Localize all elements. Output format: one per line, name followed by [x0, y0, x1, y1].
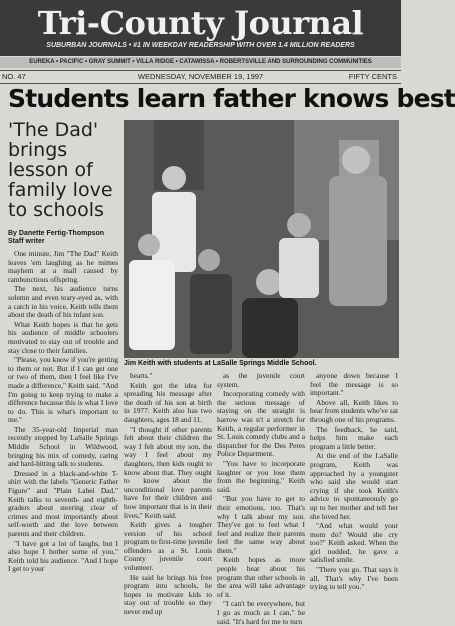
article-paragraph: Keith hopes as more people hear about his program that other schools in the area will take advantage of it.	[217, 555, 305, 599]
headline: Students learn father knows best	[8, 84, 455, 113]
article-paragraph: What Keith hopes is that he gets his audience of middle schoolers motivated to stay out of trouble and stay close to their families.	[8, 319, 118, 355]
article-paragraph: "I thought if other parents felt about their children the way I felt about my son, the way I feel about my daughters, then kids ought to know about that. They ought to know about the unconditional love parents have for their children and how important that is in their lives," Keith said.	[124, 424, 212, 520]
article-paragraph: "But you have to get to their emotions, too. That's why I talk about my son. They've got to feel what I feel and realize their parents feel the same way about them."	[217, 494, 305, 555]
issue-number: NO. 47	[2, 72, 26, 81]
article-paragraph: hearts."	[130, 371, 153, 380]
coverage-towns: EUREKA • PACIFIC • GRAY SUMMIT • VILLA RIDGE • CATAWISSA • ROBERTSVILLE AND SURROUNDING COMMUNITIES	[0, 57, 401, 68]
article-column-2	[124, 371, 212, 617]
article-paragraph: "I can't be everywhere, but I go as much as I can," he said. "It's hard for me to turn	[217, 599, 305, 626]
article-paragraph: Dressed in a black-and-white T-shirt with the labels "Generic Father Figure" and "Plain Label Dad," Keith talks to seventh- and eighth-graders about steering clear of crimes and most importantly about self-worth and the love between parents and their children.	[8, 468, 118, 538]
article-column-4	[310, 371, 398, 592]
byline	[8, 230, 118, 246]
price: FIFTY CENTS	[348, 72, 397, 81]
article-column-3	[217, 371, 305, 626]
article-paragraph: "You have to incorporate laughter or you lose them from the beginning," Keith said.	[217, 458, 305, 494]
byline-role: Staff writer	[8, 238, 45, 245]
issue-date: WEDNESDAY, NOVEMBER 19, 1997	[137, 72, 264, 81]
article-paragraph: He said he brings his free program into schools, he hopes to motivate kids to stay out of trouble so they never end up	[124, 572, 212, 617]
newspaper-title: Tri-County Journal	[37, 4, 364, 42]
article-paragraph: anyone down because I feel the message is so important."	[310, 371, 398, 398]
dateline	[0, 70, 401, 84]
article-paragraph: The feedback, he said, helps him make each program a little better.	[310, 424, 398, 451]
article-paragraph: "And what would your mom do? Would she cry too?" Keith asked. When the girl nodded, he gave a satisfied smile.	[310, 521, 398, 565]
masthead	[0, 0, 401, 56]
article-paragraph: One minute, Jim "The Dad" Keith leaves 'em laughing as he mimes mayhem at a mall caused by rambunctious offspring.	[8, 249, 118, 284]
deck: 'The Dad' brings lesson of family love to schools	[8, 119, 113, 221]
article-paragraph: Above all, Keith likes to hear from students who've sat through one of his programs.	[310, 397, 398, 424]
article-paragraph: Keith got the idea for spreading his message after the death of his son at birth in 1977. Keith also has two daughters, ages 18 and 11.	[124, 380, 212, 424]
article-paragraph: At the end of the LaSalle program, Keith was approached by a youngster who said she would start crying if she took Keith's advice to spontaneously go up to her mother and tell her she loved her.	[310, 451, 398, 521]
article-paragraph: "I have got a lot of laughs, but I also hope I bother some of you," Keith told his audience. "And I hope I get to your	[8, 538, 118, 574]
article-paragraph: "There you go. That says it all. That's why I've been trying to tell you."	[310, 565, 398, 592]
article-paragraph: The 35-year-old Imperial man recently stopped by LaSalle Springs Middle School in Wildwood, bringing his mix of comedy, caring and hard-hitting talk to students.	[8, 424, 118, 469]
photo-students-and-keith	[124, 120, 399, 358]
masthead-subtitle: SUBURBAN JOURNALS • #1 IN WEEKDAY READERSHIP WITH OVER 1.4 MILLION READERS	[46, 42, 355, 49]
photo-caption: Jim Keith with students at LaSalle Springs Middle School.	[124, 360, 317, 367]
article-paragraph: Keith gives a tougher version of his school program to first-time juvenile offenders as a St. Louis County juvenile court volunteer.	[124, 520, 212, 573]
byline-name: By Danette Fertig-Thompson	[8, 230, 105, 237]
article-paragraph: as the juvenile court system.	[217, 371, 305, 389]
article-photo	[124, 120, 399, 358]
article-column-1	[8, 249, 118, 574]
article-paragraph: The next, his audience turns solemn and even teary-eyed as, with a catch in his voice, Keith tells them about the death of his infant son.	[8, 284, 118, 320]
article-paragraph: "Please, you know if you're getting to them or not. But if I can get one or two of them, then I feel like I've made a difference," Keith said. "And I'm going to keep trying to make a difference because this is what I love to do. This is what's important to me."	[8, 355, 118, 425]
article-paragraph: Incorporating comedy with the serious message of staying on the straight is harrow was n't a stretch for Keith, a regular performer in St. Louis comedy clubs and a dispatcher for the Des Peres Police Department.	[217, 389, 305, 459]
